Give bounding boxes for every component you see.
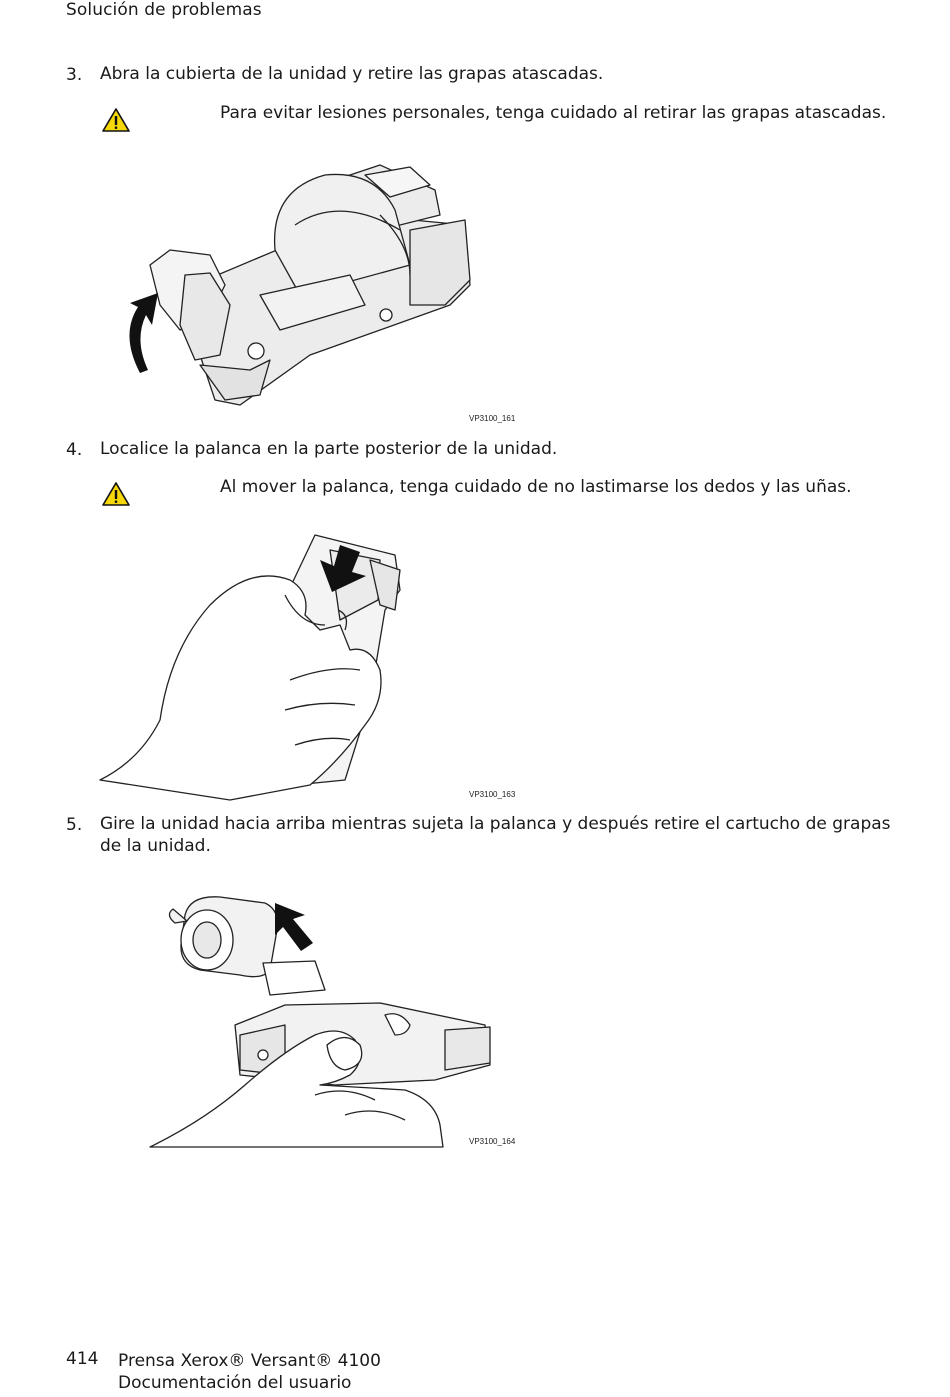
- step-4-number: 4.: [66, 440, 83, 460]
- step-4-text: Localice la palanca en la parte posterior de la unidad.: [100, 439, 558, 459]
- stapler-unit-illustration: [110, 155, 480, 415]
- hand-pressing-lever-illustration: [100, 530, 420, 800]
- remove-staple-cartridge-illustration: [145, 885, 505, 1150]
- footer-product: Prensa Xerox® Versant® 4100: [118, 1351, 381, 1371]
- step-4-warning: Al mover la palanca, tenga cuidado de no lastimarse los dedos y las uñas.: [220, 477, 852, 497]
- figure-1-label: VP3100_161: [469, 414, 516, 423]
- figure-3-label: VP3100_164: [469, 1137, 516, 1146]
- page-number: 414: [66, 1349, 99, 1369]
- step-5-text-line2: de la unidad.: [100, 836, 211, 856]
- footer-doc-title: Documentación del usuario: [118, 1373, 352, 1393]
- step-3-warning: Para evitar lesiones personales, tenga cuidado al retirar las grapas atascadas.: [220, 103, 887, 123]
- warning-triangle-icon: [101, 107, 131, 133]
- warning-triangle-icon: [101, 481, 131, 507]
- section-title: Solución de problemas: [66, 0, 262, 20]
- step-3-number: 3.: [66, 65, 83, 85]
- step-5-text-line1: Gire la unidad hacia arriba mientras sujeta la palanca y después retire el cartucho de grapas: [100, 814, 891, 834]
- figure-2-label: VP3100_163: [469, 790, 516, 799]
- step-5-number: 5.: [66, 815, 83, 835]
- step-3-text: Abra la cubierta de la unidad y retire las grapas atascadas.: [100, 64, 604, 84]
